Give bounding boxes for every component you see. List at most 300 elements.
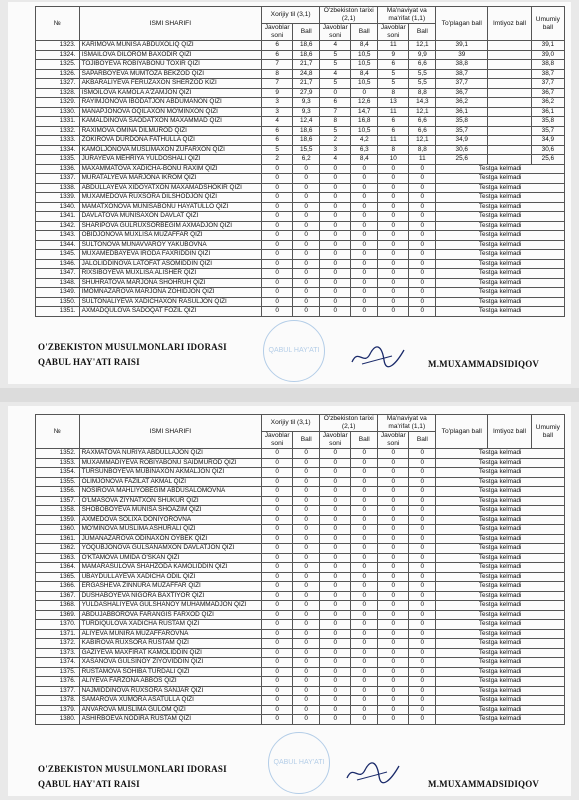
ball-spirituality: 0 (409, 572, 436, 582)
answers-foreign-language: 0 (262, 639, 293, 649)
ball-spirituality: 12,1 (409, 136, 436, 146)
row-number: 1374. (36, 658, 80, 668)
header-ball: Ball (409, 24, 436, 41)
table-row (36, 458, 565, 468)
table-row (36, 174, 565, 184)
ball-spirituality: 0 (409, 715, 436, 725)
status-note: Testga kelmadi (436, 696, 565, 706)
ball-spirituality: 6,6 (409, 60, 436, 70)
header-foreign-language: Xorijiy til (3,1) (262, 7, 320, 24)
table-row (36, 487, 565, 497)
ball-history: 0 (351, 307, 378, 317)
table-row (36, 544, 565, 554)
row-number: 1364. (36, 563, 80, 573)
student-name: RIXSIBOYEVA MUXLISA ALISHER QIZI (79, 269, 262, 279)
ball-history: 0 (351, 610, 378, 620)
answers-history: 5 (320, 79, 351, 89)
row-number: 1336. (36, 164, 80, 174)
ball-foreign-language: 0 (293, 307, 320, 317)
ball-history: 0 (351, 487, 378, 497)
answers-history: 0 (320, 297, 351, 307)
status-note: Testga kelmadi (436, 221, 565, 231)
answers-spirituality: 0 (378, 506, 409, 516)
answers-spirituality: 0 (378, 715, 409, 725)
answers-foreign-language: 0 (262, 164, 293, 174)
student-name: ISMOILOVA KAMOLA A'ZAMJON QIZI (79, 88, 262, 98)
status-note: Testga kelmadi (436, 496, 565, 506)
ball-spirituality: 0 (409, 705, 436, 715)
ball-history: 10,5 (351, 50, 378, 60)
ball-spirituality: 0 (409, 278, 436, 288)
row-number: 1369. (36, 610, 80, 620)
answers-spirituality: 0 (378, 496, 409, 506)
status-note: Testga kelmadi (436, 487, 565, 497)
row-number: 1357. (36, 496, 80, 506)
total-ball: 34,9 (436, 136, 488, 146)
student-name: NAJMIDDINOVA RUXSORA SANJAR QIZI (79, 686, 262, 696)
answers-spirituality: 0 (378, 250, 409, 260)
status-note: Testga kelmadi (436, 572, 565, 582)
privilege-ball (488, 41, 532, 51)
status-note: Testga kelmadi (436, 610, 565, 620)
answers-spirituality: 0 (378, 677, 409, 687)
student-name: TOJIBOYEVA ROBIYABONU TOXIR QIZI (79, 60, 262, 70)
table-row (36, 221, 565, 231)
status-note: Testga kelmadi (436, 544, 565, 554)
ball-foreign-language: 0 (293, 553, 320, 563)
answers-foreign-language: 4 (262, 117, 293, 127)
total-ball: 25,6 (436, 155, 488, 165)
student-name: MURATALYEVA MARJONA IKROM QIZI (79, 174, 262, 184)
total-ball: 38,8 (436, 60, 488, 70)
ball-history: 0 (351, 553, 378, 563)
privilege-ball (488, 60, 532, 70)
ball-spirituality: 8,8 (409, 145, 436, 155)
answers-spirituality: 0 (378, 307, 409, 317)
ball-spirituality: 0 (409, 677, 436, 687)
answers-history: 4 (320, 41, 351, 51)
ball-foreign-language: 9,3 (293, 98, 320, 108)
ball-foreign-language: 0 (293, 696, 320, 706)
answers-history: 0 (320, 202, 351, 212)
ball-history: 0 (351, 620, 378, 630)
ball-foreign-language: 18,6 (293, 41, 320, 51)
committee-chair-title: QABUL HAY'ATI RAISI (38, 357, 140, 367)
ball-spirituality: 0 (409, 534, 436, 544)
row-number: 1345. (36, 250, 80, 260)
ball-history: 0 (351, 278, 378, 288)
row-number: 1352. (36, 449, 80, 459)
ball-history: 0 (351, 515, 378, 525)
answers-history: 0 (320, 487, 351, 497)
table-row (36, 525, 565, 535)
answers-foreign-language: 0 (262, 297, 293, 307)
row-number: 1371. (36, 629, 80, 639)
signature-icon (343, 758, 403, 786)
privilege-ball (488, 69, 532, 79)
overall-ball: 36,2 (531, 98, 564, 108)
row-number: 1332. (36, 126, 80, 136)
ball-foreign-language: 27,9 (293, 88, 320, 98)
header-answers: Javoblar soni (262, 432, 293, 449)
answers-spirituality: 0 (378, 174, 409, 184)
student-name: MAMARASULOVA SHAHZODA KAMOLIDDIN QIZI (79, 563, 262, 573)
table-row (36, 79, 565, 89)
answers-foreign-language: 0 (262, 193, 293, 203)
total-ball: 36,7 (436, 88, 488, 98)
student-name: ERGASHEVA ZINNURA MUZAFFAR QIZI (79, 582, 262, 592)
answers-spirituality: 0 (378, 458, 409, 468)
ball-spirituality: 0 (409, 696, 436, 706)
header-foreign-language: Xorijiy til (3,1) (262, 415, 320, 432)
answers-foreign-language: 0 (262, 572, 293, 582)
answers-foreign-language: 0 (262, 259, 293, 269)
answers-foreign-language: 0 (262, 307, 293, 317)
answers-spirituality: 0 (378, 639, 409, 649)
student-name: MAXAMMATOVA XADICHA-BONU RAXIM QIZI (79, 164, 262, 174)
row-number: 1335. (36, 155, 80, 165)
ball-foreign-language: 0 (293, 288, 320, 298)
answers-foreign-language: 6 (262, 50, 293, 60)
ball-history: 4,2 (351, 136, 378, 146)
answers-foreign-language: 0 (262, 221, 293, 231)
row-number: 1362. (36, 544, 80, 554)
answers-history: 0 (320, 515, 351, 525)
ball-foreign-language: 0 (293, 468, 320, 478)
ball-spirituality: 12,1 (409, 41, 436, 51)
total-ball: 37,7 (436, 79, 488, 89)
answers-foreign-language: 0 (262, 278, 293, 288)
ball-history: 8,4 (351, 69, 378, 79)
table-row (36, 183, 565, 193)
ball-foreign-language: 0 (293, 515, 320, 525)
ball-spirituality: 0 (409, 202, 436, 212)
row-number: 1377. (36, 686, 80, 696)
answers-spirituality: 0 (378, 212, 409, 222)
answers-history: 0 (320, 240, 351, 250)
answers-spirituality: 0 (378, 582, 409, 592)
ball-foreign-language: 12,4 (293, 117, 320, 127)
ball-history: 0 (351, 288, 378, 298)
table-row (36, 639, 565, 649)
ball-history: 10,5 (351, 126, 378, 136)
answers-foreign-language: 0 (262, 506, 293, 516)
row-number: 1340. (36, 202, 80, 212)
ball-foreign-language: 0 (293, 250, 320, 260)
answers-spirituality: 11 (378, 41, 409, 51)
answers-spirituality: 10 (378, 155, 409, 165)
table-row (36, 297, 565, 307)
header-answers: Javoblar soni (320, 432, 351, 449)
answers-spirituality: 0 (378, 563, 409, 573)
ball-history: 14,7 (351, 107, 378, 117)
table-row (36, 648, 565, 658)
status-note: Testga kelmadi (436, 259, 565, 269)
answers-history: 0 (320, 269, 351, 279)
answers-foreign-language: 0 (262, 487, 293, 497)
status-note: Testga kelmadi (436, 563, 565, 573)
ball-spirituality: 0 (409, 601, 436, 611)
overall-ball: 39,0 (531, 50, 564, 60)
status-note: Testga kelmadi (436, 193, 565, 203)
answers-spirituality: 5 (378, 79, 409, 89)
answers-history: 0 (320, 677, 351, 687)
table-row (36, 202, 565, 212)
answers-spirituality: 0 (378, 667, 409, 677)
answers-foreign-language: 0 (262, 686, 293, 696)
ball-history: 0 (351, 534, 378, 544)
header-ball: Ball (293, 432, 320, 449)
answers-history: 8 (320, 117, 351, 127)
status-note: Testga kelmadi (436, 658, 565, 668)
answers-foreign-language: 6 (262, 41, 293, 51)
status-note: Testga kelmadi (436, 601, 565, 611)
ball-foreign-language: 0 (293, 620, 320, 630)
student-name: JURAYEVA MEHRIYA YULDOSHALI QIZI (79, 155, 262, 165)
header-name: ISMI SHARIFI (79, 7, 262, 41)
answers-history: 0 (320, 231, 351, 241)
table-row (36, 288, 565, 298)
table-row (36, 601, 565, 611)
table-row (36, 563, 565, 573)
student-name: JALOLIDDINOVA LATOFAT ASOMIDDIN QIZI (79, 259, 262, 269)
row-number: 1329. (36, 98, 80, 108)
answers-foreign-language: 7 (262, 79, 293, 89)
ball-history: 0 (351, 164, 378, 174)
row-number: 1328. (36, 88, 80, 98)
table-row (36, 677, 565, 687)
student-name: SHOBOBOYEVA MUNISA SHOAZIM QIZI (79, 506, 262, 516)
ball-history: 0 (351, 563, 378, 573)
table-row (36, 629, 565, 639)
ball-spirituality: 0 (409, 496, 436, 506)
row-number: 1344. (36, 240, 80, 250)
student-name: JUMANAZAROVA ODINAXON OYBEK QIZI (79, 534, 262, 544)
row-number: 1333. (36, 136, 80, 146)
ball-spirituality: 9,9 (409, 50, 436, 60)
row-number: 1356. (36, 487, 80, 497)
answers-history: 0 (320, 572, 351, 582)
table-row (36, 610, 565, 620)
answers-foreign-language: 3 (262, 98, 293, 108)
answers-history: 0 (320, 259, 351, 269)
student-name: ZOKIROVA DURDONA FATHULLA QIZI (79, 136, 262, 146)
answers-spirituality: 0 (378, 468, 409, 478)
ball-foreign-language: 0 (293, 487, 320, 497)
ball-foreign-language: 0 (293, 591, 320, 601)
row-number: 1366. (36, 582, 80, 592)
signatory-name: M.MUXAMMADSIDIQOV (428, 359, 540, 369)
answers-history: 2 (320, 136, 351, 146)
ball-spirituality: 8,8 (409, 88, 436, 98)
answers-history: 0 (320, 174, 351, 184)
ball-history: 0 (351, 269, 378, 279)
answers-foreign-language: 0 (262, 183, 293, 193)
status-note: Testga kelmadi (436, 534, 565, 544)
ball-spirituality: 6,6 (409, 117, 436, 127)
answers-history: 0 (320, 620, 351, 630)
privilege-ball (488, 98, 532, 108)
ball-history: 0 (351, 477, 378, 487)
student-name: RAYIMJONOVA IBODATJON ABDUMANON QIZI (79, 98, 262, 108)
answers-spirituality: 9 (378, 50, 409, 60)
answers-spirituality: 6 (378, 117, 409, 127)
student-name: MAMATXONOVA MUNISABONU HAYATULLO QIZI (79, 202, 262, 212)
answers-history: 5 (320, 60, 351, 70)
answers-history: 6 (320, 98, 351, 108)
ball-history: 0 (351, 544, 378, 554)
ball-spirituality: 0 (409, 686, 436, 696)
header-num: № (36, 415, 80, 449)
answers-history: 0 (320, 648, 351, 658)
student-name: RUSTAMOVA SOHIBA TURDALI QIZI (79, 667, 262, 677)
answers-history: 0 (320, 591, 351, 601)
answers-spirituality: 0 (378, 705, 409, 715)
answers-foreign-language: 6 (262, 126, 293, 136)
status-note: Testga kelmadi (436, 240, 565, 250)
privilege-ball (488, 50, 532, 60)
ball-foreign-language: 0 (293, 715, 320, 725)
overall-ball: 34,9 (531, 136, 564, 146)
answers-history: 0 (320, 534, 351, 544)
table-row (36, 136, 565, 146)
answers-foreign-language: 0 (262, 563, 293, 573)
results-table-2 (35, 414, 565, 725)
ball-history: 0 (351, 715, 378, 725)
student-name: TURSUNBOYEVA MUBINAXON AKMALJON QIZI (79, 468, 262, 478)
student-name: KARIMOVA MUNISA ABDUXOLIQ QIZI (79, 41, 262, 51)
ball-foreign-language: 0 (293, 193, 320, 203)
student-name: ALIYEVA FARZONA ABBOS QIZI (79, 677, 262, 687)
table-row (36, 658, 565, 668)
table-row (36, 126, 565, 136)
status-note: Testga kelmadi (436, 250, 565, 260)
answers-foreign-language: 0 (262, 534, 293, 544)
student-name: SULTONALIYEVA XADICHAXON RASULJON QIZI (79, 297, 262, 307)
row-number: 1372. (36, 639, 80, 649)
status-note: Testga kelmadi (436, 269, 565, 279)
answers-history: 0 (320, 88, 351, 98)
table-row (36, 686, 565, 696)
answers-foreign-language: 0 (262, 620, 293, 630)
ball-history: 0 (351, 468, 378, 478)
ball-spirituality: 0 (409, 639, 436, 649)
ball-foreign-language: 21,7 (293, 60, 320, 70)
ball-foreign-language: 0 (293, 259, 320, 269)
ball-foreign-language: 18,6 (293, 136, 320, 146)
results-sheet-1 (8, 2, 571, 384)
answers-spirituality: 0 (378, 278, 409, 288)
table-row (36, 715, 565, 725)
status-note: Testga kelmadi (436, 278, 565, 288)
overall-ball: 36,7 (531, 88, 564, 98)
ball-spirituality: 0 (409, 288, 436, 298)
answers-history: 4 (320, 69, 351, 79)
ball-history: 0 (351, 582, 378, 592)
status-note: Testga kelmadi (436, 174, 565, 184)
header-total: To'plagan ball (436, 7, 488, 41)
row-number: 1380. (36, 715, 80, 725)
organization-name: O'ZBEKISTON MUSULMONLARI IDORASI (38, 342, 227, 352)
row-number: 1334. (36, 145, 80, 155)
student-name: DAVLATOVA MUNISAXON DAVLAT QIZI (79, 212, 262, 222)
answers-foreign-language: 0 (262, 544, 293, 554)
answers-history: 0 (320, 449, 351, 459)
status-note: Testga kelmadi (436, 183, 565, 193)
answers-history: 0 (320, 696, 351, 706)
ball-history: 0 (351, 601, 378, 611)
status-note: Testga kelmadi (436, 468, 565, 478)
answers-history: 0 (320, 686, 351, 696)
answers-spirituality: 0 (378, 288, 409, 298)
row-number: 1358. (36, 506, 80, 516)
answers-history: 0 (320, 468, 351, 478)
table-row (36, 250, 565, 260)
table-row (36, 231, 565, 241)
row-number: 1330. (36, 107, 80, 117)
answers-foreign-language: 0 (262, 601, 293, 611)
answers-foreign-language: 0 (262, 648, 293, 658)
ball-spirituality: 0 (409, 183, 436, 193)
answers-history: 0 (320, 582, 351, 592)
status-note: Testga kelmadi (436, 715, 565, 725)
answers-spirituality: 0 (378, 259, 409, 269)
status-note: Testga kelmadi (436, 582, 565, 592)
table-row (36, 107, 565, 117)
committee-chair-title: QABUL HAY'ATI RAISI (38, 779, 140, 789)
row-number: 1361. (36, 534, 80, 544)
header-answers: Javoblar soni (378, 432, 409, 449)
status-note: Testga kelmadi (436, 677, 565, 687)
answers-history: 0 (320, 288, 351, 298)
table-row (36, 705, 565, 715)
row-number: 1350. (36, 297, 80, 307)
ball-history: 0 (351, 639, 378, 649)
official-stamp (263, 320, 325, 382)
status-note: Testga kelmadi (436, 307, 565, 317)
table-row (36, 449, 565, 459)
ball-foreign-language: 0 (293, 221, 320, 231)
ball-spirituality: 0 (409, 458, 436, 468)
ball-spirituality: 0 (409, 591, 436, 601)
answers-history: 0 (320, 496, 351, 506)
overall-ball: 36,1 (531, 107, 564, 117)
answers-spirituality: 0 (378, 610, 409, 620)
answers-foreign-language: 0 (262, 553, 293, 563)
answers-history: 4 (320, 155, 351, 165)
privilege-ball (488, 136, 532, 146)
ball-spirituality: 0 (409, 297, 436, 307)
status-note: Testga kelmadi (436, 591, 565, 601)
answers-spirituality: 0 (378, 231, 409, 241)
answers-foreign-language: 0 (262, 496, 293, 506)
row-number: 1343. (36, 231, 80, 241)
student-name: SHUHRATOVA MARJONA SHOHRUH QIZI (79, 278, 262, 288)
student-name: ANVAROVA MUSLIMA GULOM QIZI (79, 705, 262, 715)
ball-foreign-language: 0 (293, 240, 320, 250)
answers-foreign-language: 0 (262, 658, 293, 668)
answers-foreign-language: 7 (262, 60, 293, 70)
ball-foreign-language: 0 (293, 639, 320, 649)
ball-spirituality: 0 (409, 477, 436, 487)
row-number: 1348. (36, 278, 80, 288)
total-ball: 38,7 (436, 69, 488, 79)
status-note: Testga kelmadi (436, 288, 565, 298)
ball-foreign-language: 0 (293, 231, 320, 241)
student-name: ABDULLAYEVA XIDOYATXON MAXAMADSHOKIR QIZI (79, 183, 262, 193)
ball-history: 0 (351, 174, 378, 184)
row-number: 1349. (36, 288, 80, 298)
